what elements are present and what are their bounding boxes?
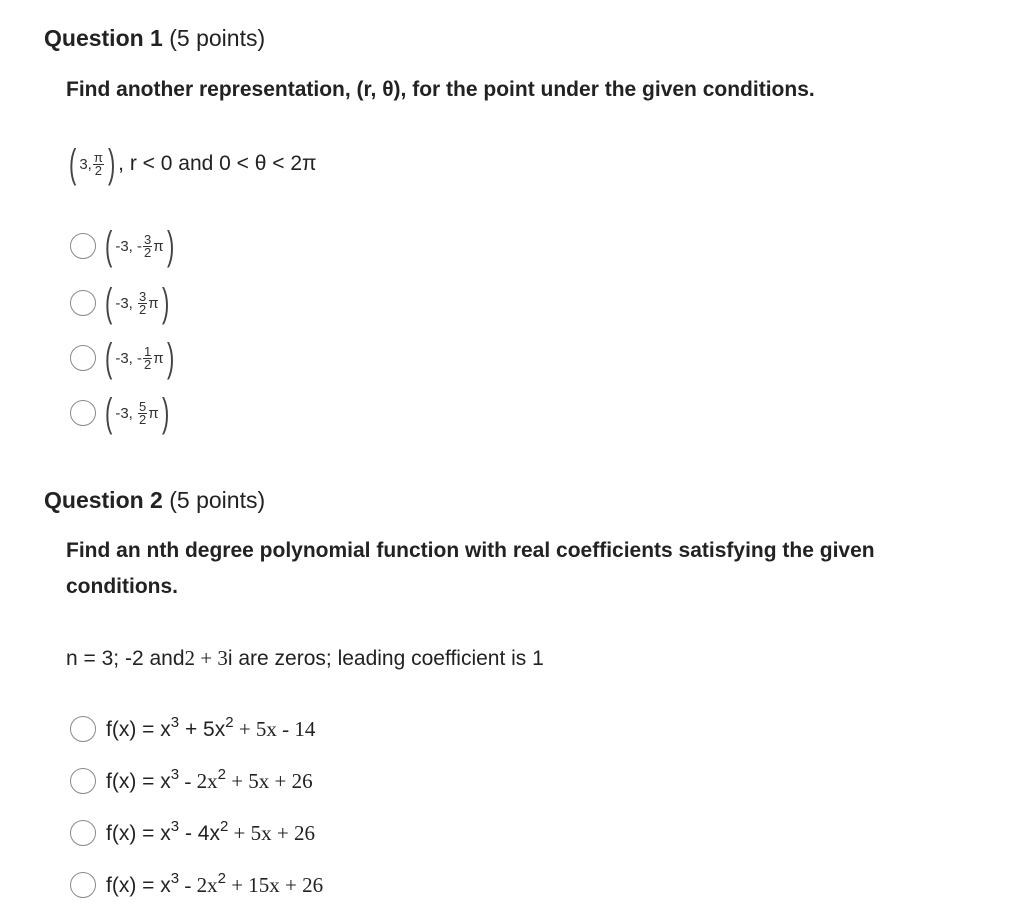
option-pi: π <box>148 404 159 422</box>
q1-option-d-label: ( -3, $\frac{5}{2}$ π ) <box>104 391 169 435</box>
option-part: + 15x + 26 <box>225 872 324 897</box>
polar-point: ( 3, $\frac{\pi}{2}$ ) <box>68 142 116 186</box>
q2-option-b-radio[interactable] <box>70 768 96 794</box>
q1-option-a[interactable] <box>70 226 177 266</box>
q1-option-a-label: ( -3, - $\frac{3}{2}$ π ) <box>104 224 174 268</box>
option-exp: 3 <box>170 817 180 835</box>
q2-option-d-radio[interactable] <box>70 872 96 898</box>
conditions-part-b: 2 + 3 <box>184 646 228 670</box>
option-part: - 2x <box>179 872 218 897</box>
question-1-prompt: Find another representation, (r, θ), for the point under the given conditions. <box>66 78 815 101</box>
option-part: + 5x - 14 <box>233 716 316 741</box>
option-exp: 3 <box>170 713 180 731</box>
q2-option-c-radio[interactable] <box>70 820 96 846</box>
option-part: f(x) = x <box>106 821 171 845</box>
option-den: 2 <box>144 244 152 260</box>
option-part: + 5x + 26 <box>225 768 313 793</box>
question-2-prompt-line-1: Find an nth degree polynomial function with real coefficients satisfying the given <box>66 539 875 562</box>
option-pi: π <box>153 237 164 255</box>
question-2-prompt <box>66 533 875 605</box>
q1-option-d-radio[interactable] <box>70 400 96 426</box>
option-part: - 2x <box>179 768 218 793</box>
point-r: 3, <box>79 155 92 173</box>
point-theta-den: 2 <box>94 162 102 178</box>
q2-option-c[interactable] <box>70 817 315 846</box>
option-r: -3, <box>115 294 133 312</box>
option-den: 2 <box>139 301 147 317</box>
q1-option-c-radio[interactable] <box>70 345 96 371</box>
question-1-points: (5 points) <box>169 25 266 51</box>
question-2-prompt-line-2: conditions. <box>66 575 178 598</box>
option-fraction <box>143 343 152 372</box>
q2-option-d[interactable] <box>70 869 324 898</box>
option-num: 3 <box>139 288 147 304</box>
option-sign: - <box>137 237 143 255</box>
option-exp: 2 <box>217 765 226 783</box>
option-pi: π <box>153 349 164 367</box>
option-r: -3, <box>115 237 133 255</box>
option-exp: 2 <box>219 817 229 835</box>
option-exp: 2 <box>225 713 234 731</box>
question-1-header <box>44 25 265 52</box>
option-num: 5 <box>139 398 147 414</box>
q1-option-d[interactable] <box>70 393 172 433</box>
q2-option-b[interactable] <box>70 765 313 794</box>
q1-option-a-radio[interactable] <box>70 233 96 259</box>
option-exp: 2 <box>217 869 226 887</box>
q2-option-d-label <box>106 869 324 898</box>
q2-option-a-label <box>106 713 316 742</box>
q1-option-b-radio[interactable] <box>70 290 96 316</box>
conditions-text: , r < 0 and 0 < θ < 2π <box>118 152 317 175</box>
question-1-title: Question 1 <box>44 25 163 51</box>
question-2-points: (5 points) <box>169 487 266 513</box>
option-r: -3, <box>115 404 133 422</box>
option-r: -3, <box>115 349 133 367</box>
option-part: - 4x <box>179 821 220 845</box>
option-fraction <box>143 231 152 260</box>
option-num: 3 <box>144 231 152 247</box>
option-exp: 3 <box>170 765 180 783</box>
option-num: 1 <box>144 343 152 359</box>
option-fraction <box>138 288 147 317</box>
option-part: f(x) = x <box>106 717 171 741</box>
q2-option-b-label <box>106 765 313 794</box>
conditions-part-a: n = 3; -2 and <box>66 646 185 670</box>
option-den: 2 <box>139 411 147 427</box>
q1-option-b[interactable] <box>70 283 172 323</box>
option-part: + 5x <box>179 717 226 741</box>
option-part: f(x) = x <box>106 769 171 793</box>
q2-option-a-radio[interactable] <box>70 716 96 742</box>
q2-option-c-label <box>106 817 315 846</box>
q2-option-a[interactable] <box>70 713 316 742</box>
option-fraction <box>138 398 147 427</box>
question-1-conditions <box>66 144 317 184</box>
question-2-conditions <box>66 646 544 671</box>
q1-option-b-label: ( -3, $\frac{3}{2}$ π ) <box>104 281 169 325</box>
question-2-header <box>44 487 265 514</box>
q1-option-c[interactable] <box>70 338 177 378</box>
question-2-title: Question 2 <box>44 487 163 513</box>
option-sign: - <box>137 349 143 367</box>
conditions-part-c: i are zeros; leading coefficient is 1 <box>227 646 544 670</box>
option-part: + 5x + 26 <box>228 820 315 845</box>
option-den: 2 <box>144 356 152 372</box>
point-theta-num: π <box>93 149 103 165</box>
option-part: f(x) = x <box>106 873 171 897</box>
q1-option-c-label: ( -3, - $\frac{1}{2}$ π ) <box>104 336 174 380</box>
point-theta-fraction <box>93 149 104 178</box>
option-pi: π <box>148 294 159 312</box>
option-exp: 3 <box>170 869 180 887</box>
